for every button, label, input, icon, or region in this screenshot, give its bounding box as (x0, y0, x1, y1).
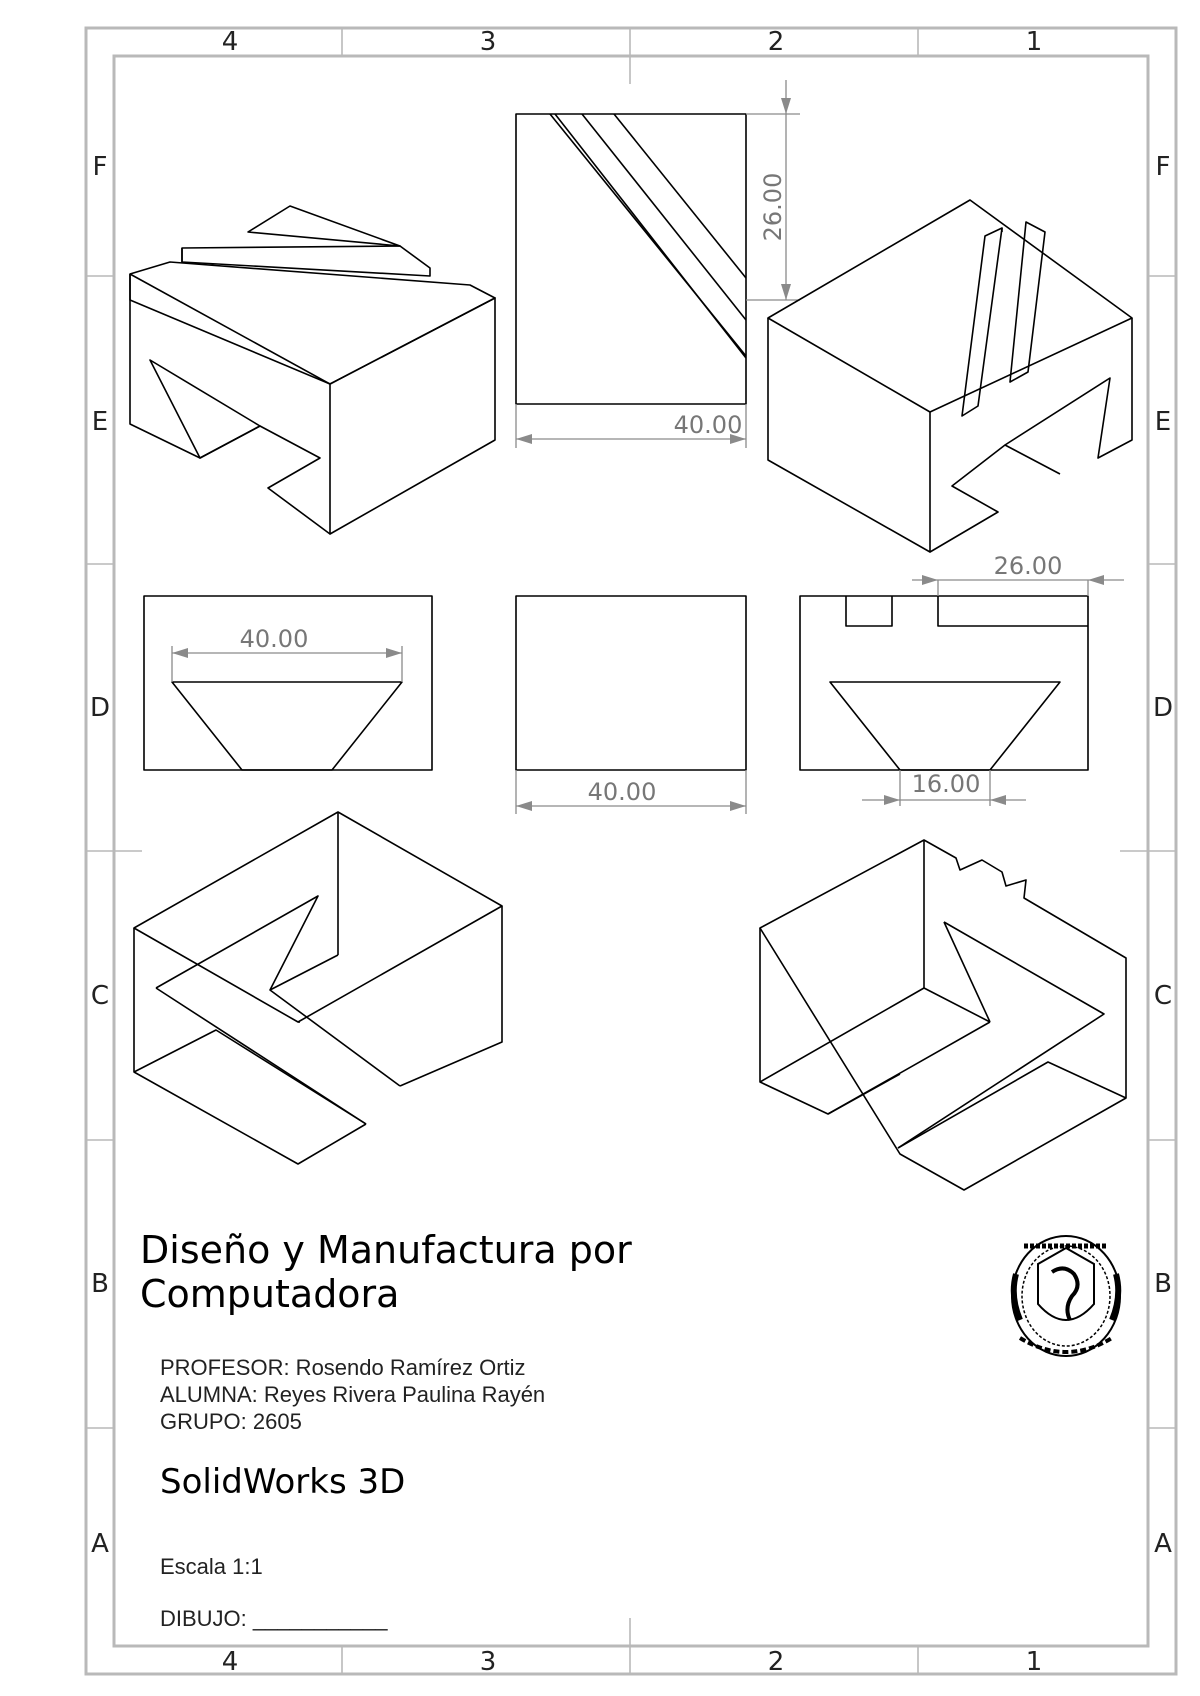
dim-label-top-height: 26.00 (759, 172, 787, 242)
front-view (516, 596, 746, 770)
col-label-top-1: 1 (1025, 27, 1043, 57)
top-view (516, 114, 746, 404)
dim-label-front-width: 40.00 (587, 778, 657, 806)
alumna-line: ALUMNA: Reyes Rivera Paulina Rayén (160, 1382, 546, 1407)
row-label-left-C: C (90, 981, 110, 1011)
unam-seal-icon (1012, 1236, 1120, 1356)
isometric-view-bottom-left (134, 812, 502, 1164)
row-label-right-D: D (1152, 693, 1174, 723)
col-label-bottom-3: 3 (479, 1647, 497, 1677)
dim-label-left-opening: 40.00 (239, 625, 309, 653)
right-view (800, 596, 1088, 770)
row-label-right-F: F (1155, 152, 1171, 182)
row-label-right-C: C (1153, 981, 1173, 1011)
row-label-left-E: E (91, 407, 109, 437)
isometric-view-top-left (130, 206, 495, 534)
software-label: SolidWorks 3D (160, 1462, 406, 1502)
row-label-right-B: B (1154, 1269, 1172, 1299)
col-label-bottom-4: 4 (221, 1647, 239, 1677)
row-label-left-F: F (92, 152, 108, 182)
col-label-top-3: 3 (479, 27, 497, 57)
dim-top-view-width (516, 404, 746, 448)
dibujo-line: DIBUJO: ___________ (160, 1606, 388, 1631)
title-block (140, 1228, 840, 1316)
col-label-top-2: 2 (767, 27, 785, 57)
dim-right-view-slot-span (912, 552, 1124, 596)
row-label-right-E: E (1154, 407, 1172, 437)
col-label-bottom-1: 1 (1025, 1647, 1043, 1677)
profesor-line: PROFESOR: Rosendo Ramírez Ortiz (160, 1355, 526, 1380)
col-label-top-4: 4 (221, 27, 239, 57)
isometric-view-bottom-right (760, 840, 1126, 1190)
dim-left-view-opening (172, 625, 402, 682)
dim-label-right-throat: 16.00 (911, 770, 981, 798)
col-label-bottom-2: 2 (767, 1647, 785, 1677)
row-label-left-A: A (91, 1529, 109, 1559)
dim-top-view-height (746, 80, 800, 300)
left-view (144, 596, 432, 770)
row-label-left-B: B (91, 1269, 109, 1299)
course-title: Diseño y Manufactura por Computadora (140, 1228, 632, 1316)
dim-label-right-slot-span: 26.00 (993, 552, 1063, 580)
dim-front-view-width (516, 770, 746, 814)
dim-label-top-width: 40.00 (673, 411, 743, 439)
row-label-right-A: A (1154, 1529, 1172, 1559)
isometric-view-top-right (768, 200, 1132, 552)
row-label-left-D: D (89, 693, 111, 723)
escala-line: Escala 1:1 (160, 1554, 263, 1579)
dim-right-view-throat (862, 770, 1026, 806)
grupo-line: GRUPO: 2605 (160, 1409, 302, 1434)
